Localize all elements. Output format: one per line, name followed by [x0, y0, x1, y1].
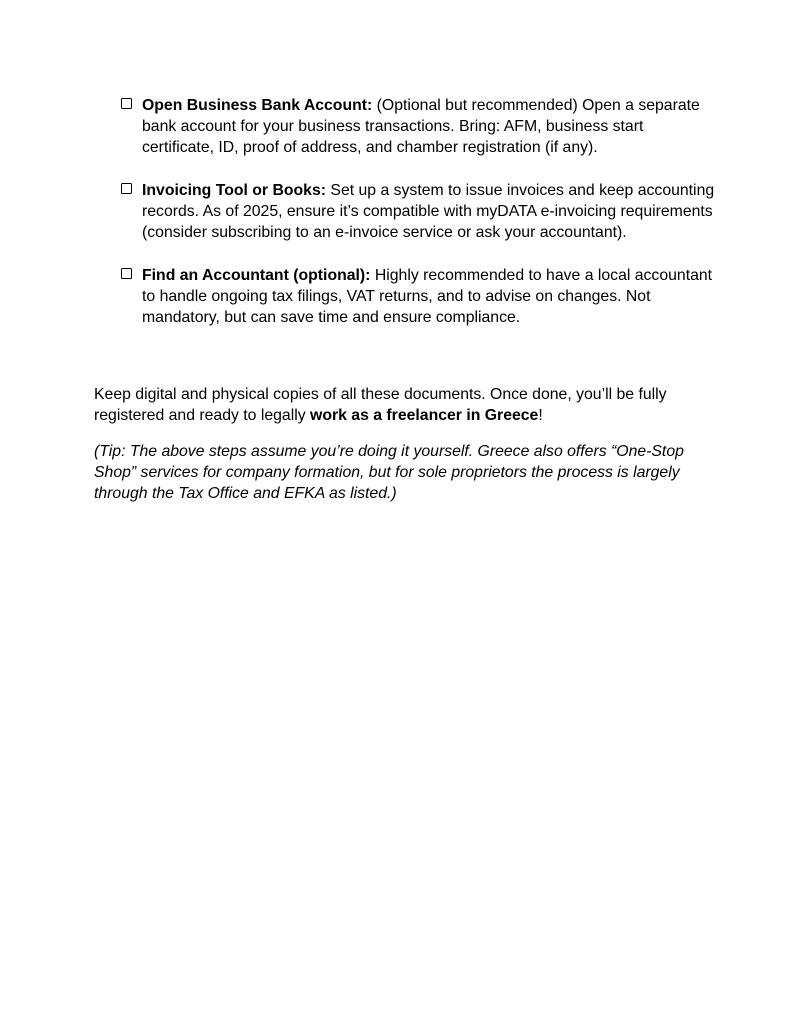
closing-text: Keep digital and physical copies of all these documents. Once done, you’ll be fully registered and ready to legally	[94, 386, 667, 424]
checklist-item-title: Invoicing Tool or Books:	[142, 182, 327, 199]
checkbox-icon[interactable]	[121, 98, 132, 109]
checkbox-icon[interactable]	[121, 183, 132, 194]
checklist-item-invoicing	[119, 180, 719, 243]
checklist-item-title: Find an Accountant (optional):	[142, 267, 371, 284]
checklist-item-body: (Optional but recommended) Open a separate bank account for your business transactions. Bring: AFM, business start certificate, ID, proof of address, and chamber registration (if any).	[142, 97, 700, 156]
closing-paragraph	[94, 384, 709, 426]
checklist-item-body: Highly recommended to have a local accountant to handle ongoing tax filings, VAT returns, and to advise on changes. Not mandatory, but can save time and ensure compliance.	[142, 267, 713, 326]
checklist-item-body: Set up a system to issue invoices and keep accounting records. As of 2025, ensure it’s compatible with myDATA e-invoicing requirements (consider subscribing to an e-invoice service or ask your accountant).	[142, 182, 715, 241]
setup-checklist	[119, 95, 719, 350]
checkbox-icon[interactable]	[121, 268, 132, 279]
closing-emphasis: work as a freelancer in Greece	[310, 407, 539, 424]
checklist-item-title: Open Business Bank Account:	[142, 97, 373, 114]
checklist-item-bank-account	[119, 95, 719, 158]
tip-paragraph: (Tip: The above steps assume you’re doing it yourself. Greece also offers “One-Stop Shop” services for company formation, but for sole proprietors the process is largely through the Tax Office and EFKA as listed.)	[94, 443, 684, 502]
closing-punctuation: !	[538, 407, 543, 424]
checklist-item-accountant	[119, 265, 719, 328]
